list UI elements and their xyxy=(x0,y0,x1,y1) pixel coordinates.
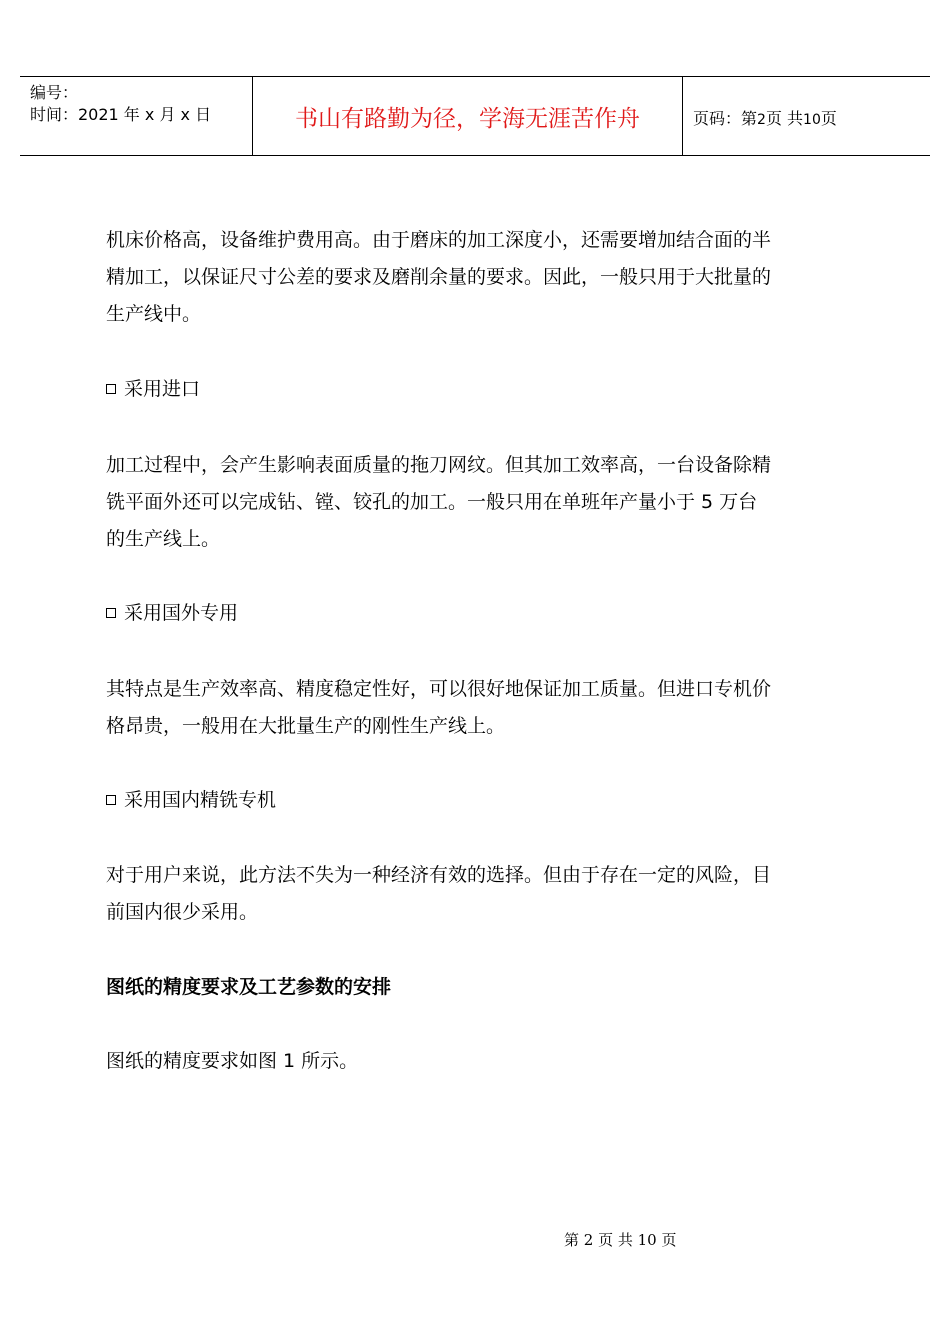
header-middle-cell xyxy=(252,77,683,155)
bullet-item-import xyxy=(106,377,200,401)
text-line: 对于用户来说，此方法不失为一种经济有效的选择。但由于存在一定的风险，目 xyxy=(106,864,772,886)
document-header xyxy=(20,76,930,156)
checkbox-square-icon xyxy=(106,795,116,805)
document-number-label: 编号： xyxy=(30,83,79,102)
text-line: 机床价格高，设备维护费用高。由于磨床的加工深度小，还需要增加结合面的半 xyxy=(106,229,772,251)
header-left-cell xyxy=(20,77,252,155)
section-heading: 图纸的精度要求及工艺参数的安排 xyxy=(106,976,392,998)
text-line: 其特点是生产效率高、精度稳定性好，可以很好地保证加工质量。但进口专机价 xyxy=(106,678,772,700)
paragraph-grinding xyxy=(106,222,866,333)
text-line: 前国内很少采用。 xyxy=(106,901,259,923)
checkbox-square-icon xyxy=(106,608,116,618)
header-motto: 书山有路勤为径，学海无涯苦作舟 xyxy=(295,106,640,132)
bullet-label: 采用国内精铣专机 xyxy=(124,789,277,811)
header-page-info xyxy=(693,108,837,131)
paragraph-domestic-usage xyxy=(106,857,866,931)
page-label-suffix: 页 xyxy=(820,109,837,128)
page-footer: 第 2 页 共 10 页 xyxy=(564,1231,677,1249)
paragraph-import-machining xyxy=(106,447,866,558)
text-line: 格昂贵，一般用在大批量生产的刚性生产线上。 xyxy=(106,715,506,737)
text-line: 铣平面外还可以完成钻、镗、铰孔的加工。一般只用在单班年产量小于 5 万台 xyxy=(106,491,758,513)
bullet-label: 采用国外专用 xyxy=(124,602,239,624)
text-line: 加工过程中，会产生影响表面质量的拖刀网纹。但其加工效率高，一台设备除精 xyxy=(106,454,772,476)
text-line: 的生产线上。 xyxy=(106,528,221,550)
page-label-prefix: 页码：第 xyxy=(693,109,758,128)
paragraph-foreign-features xyxy=(106,671,866,745)
bullet-label: 采用进口 xyxy=(124,378,201,400)
checkbox-square-icon xyxy=(106,384,116,394)
paragraph-drawing-reference: 图纸的精度要求如图 1 所示。 xyxy=(106,1050,359,1072)
text-line: 生产线中。 xyxy=(106,303,202,325)
page-current: 2 xyxy=(757,112,766,128)
page-total: 10 xyxy=(803,112,821,128)
document-time-label: 时间：2021 年 x 月 x 日 xyxy=(30,105,212,124)
header-right-cell xyxy=(683,77,930,155)
bullet-item-domestic-milling xyxy=(106,788,276,812)
text-line: 精加工，以保证尺寸公差的要求及磨削余量的要求。因此，一般只用于大批量的 xyxy=(106,266,772,288)
page-label-mid: 页 共 xyxy=(765,109,804,128)
bullet-item-foreign-special xyxy=(106,601,238,625)
